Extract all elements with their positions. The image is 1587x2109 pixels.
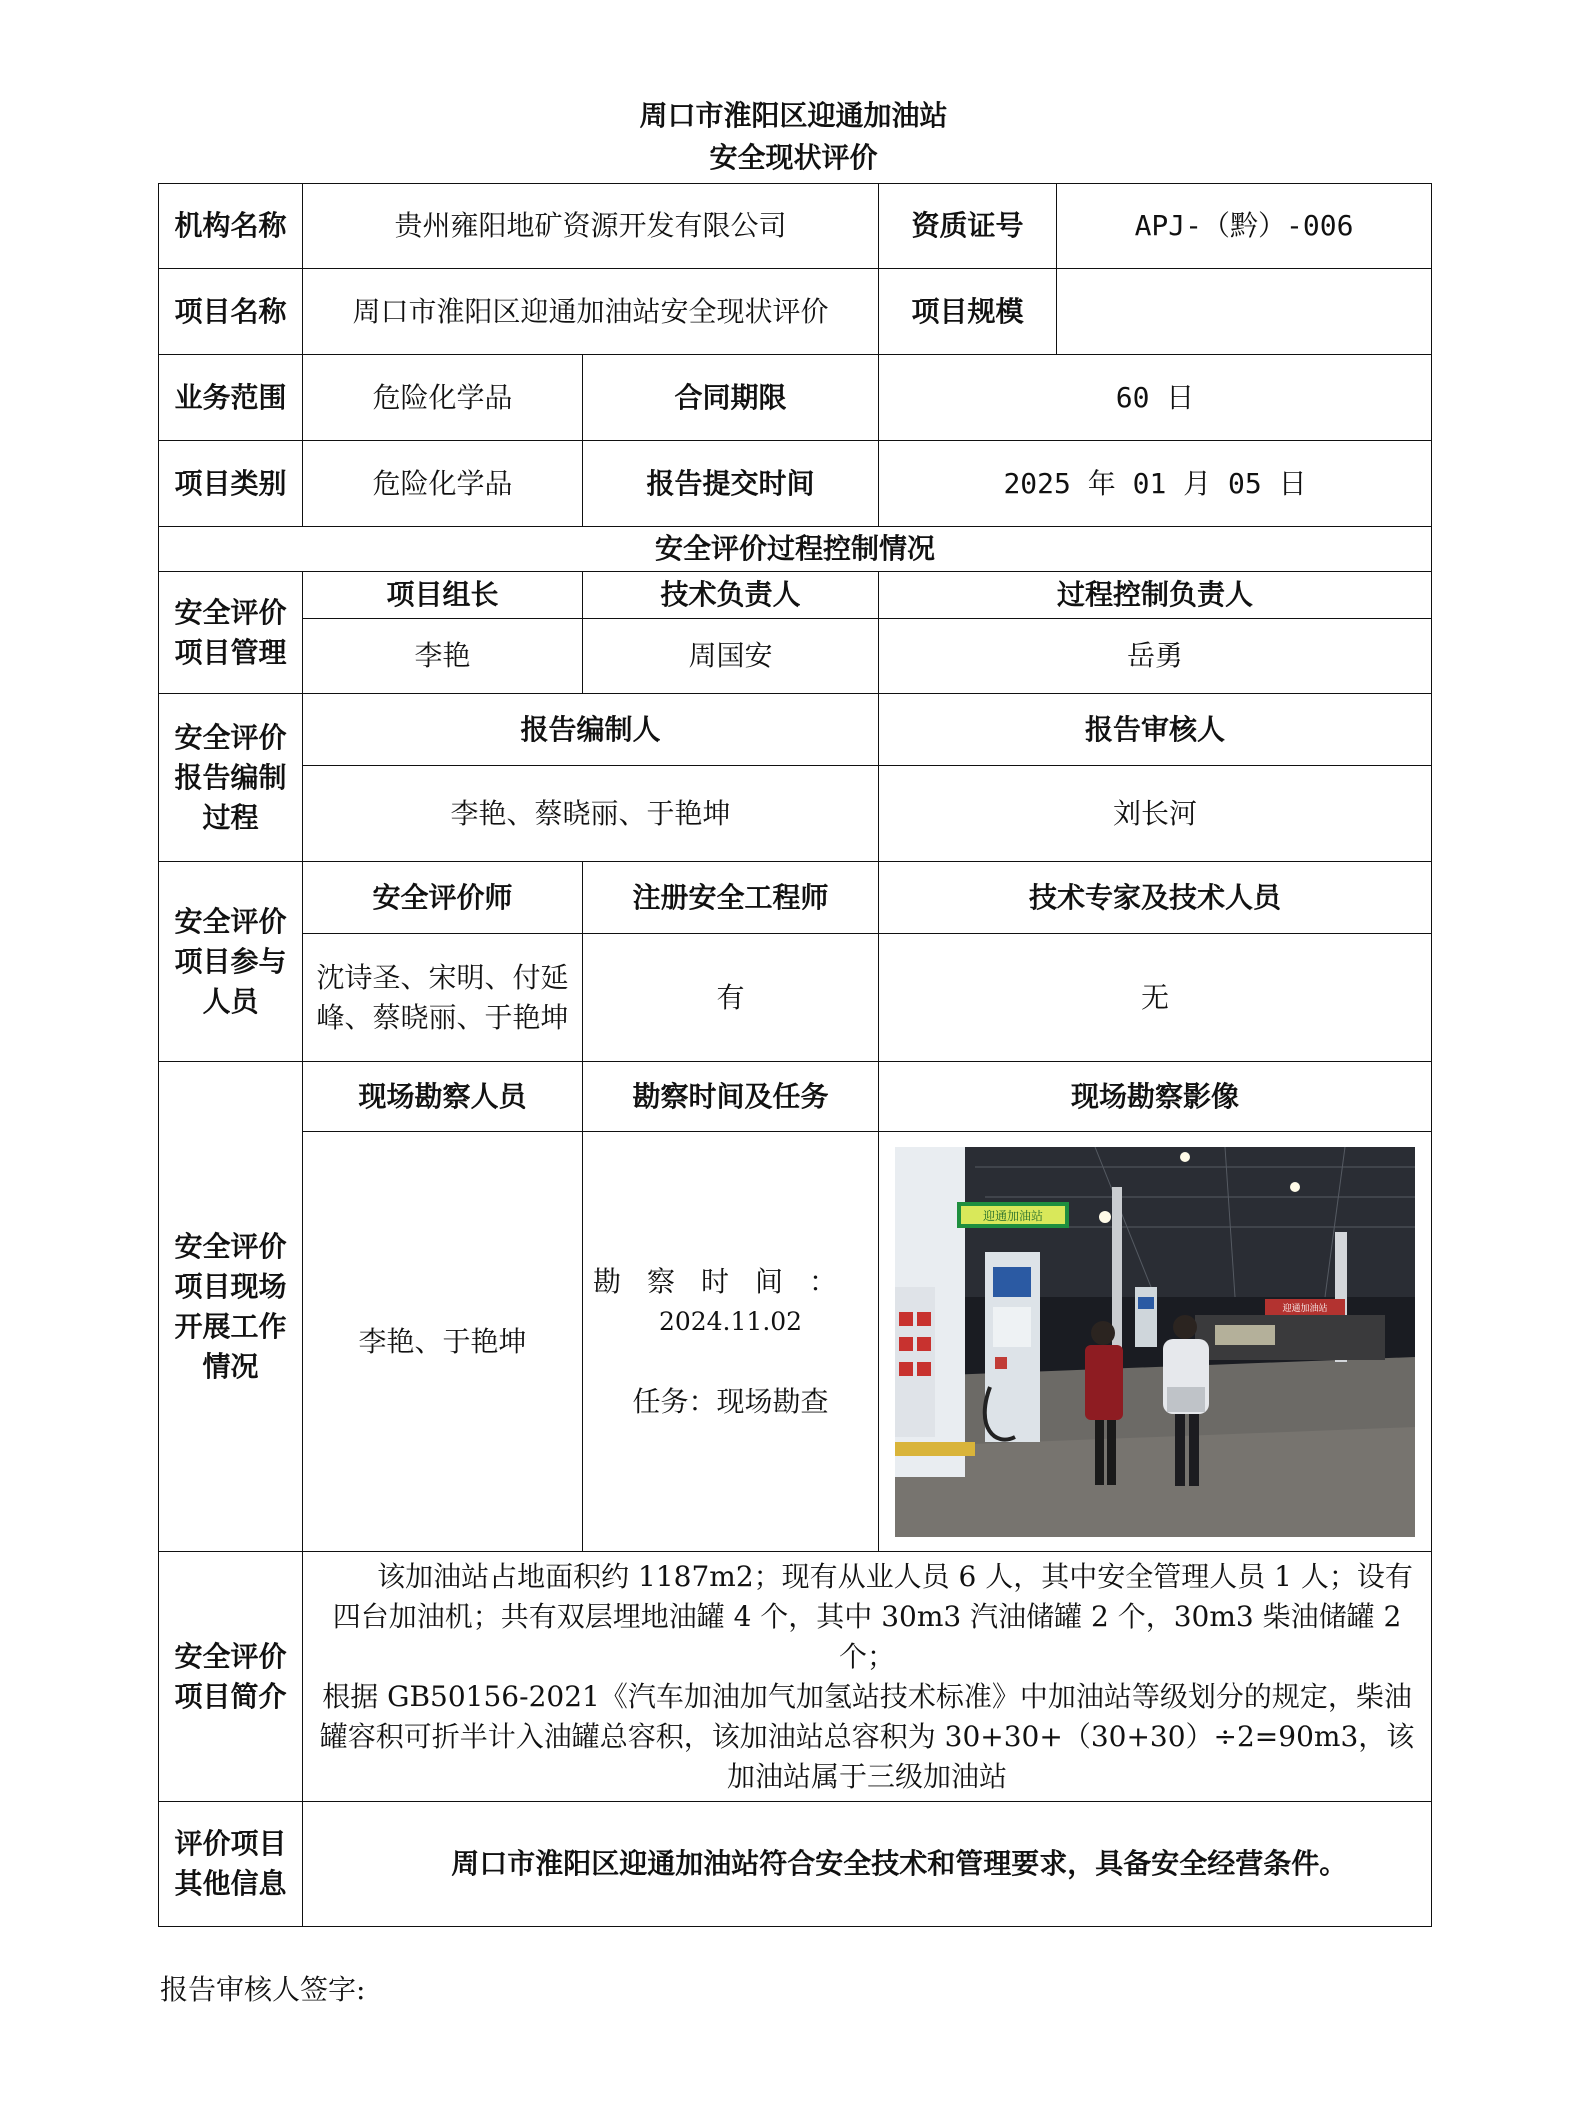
right-sign-text: 迎通加油站 bbox=[1282, 1303, 1328, 1314]
document-subtitle: 安全现状评价 bbox=[709, 141, 878, 174]
survey-header-row bbox=[159, 1062, 1432, 1132]
intro-label: 安全评价项目简介 bbox=[159, 1552, 303, 1802]
evaluator-header: 安全评价师 bbox=[303, 862, 583, 934]
tech-lead-header: 技术负责人 bbox=[583, 572, 879, 619]
intro-paragraph-1: 该加油站占地面积约 1187m2；现有从业人员 6 人，其中安全管理人员 1 人；设有四台加油机；共有双层埋地油罐 4 个，其中 30m3 汽油储罐 2 个，30m3 柴油储罐 2 个； bbox=[332, 1559, 1413, 1673]
reviewer-value: 刘长河 bbox=[879, 766, 1432, 862]
mgmt-header-row bbox=[159, 572, 1432, 619]
compile-value-row bbox=[159, 766, 1432, 862]
participants-value-row bbox=[159, 934, 1432, 1062]
survey-task: 任务：现场勘查 bbox=[632, 1384, 829, 1418]
other-value: 周口市淮阳区迎通加油站符合安全技术和管理要求，具备安全经营条件。 bbox=[303, 1802, 1432, 1927]
submit-time-value: 2025 年 01 月 05 日 bbox=[879, 441, 1432, 527]
document-title: 周口市淮阳区迎通加油站 bbox=[639, 99, 948, 132]
experts-value: 无 bbox=[879, 934, 1432, 1062]
contract-term-label: 合同期限 bbox=[583, 355, 879, 441]
survey-label: 安全评价项目现场开展工作情况 bbox=[159, 1062, 303, 1552]
other-row bbox=[159, 1802, 1432, 1927]
survey-value-row bbox=[159, 1132, 1432, 1552]
signature-label: 报告审核人签字: bbox=[160, 1973, 366, 2006]
org-label: 机构名称 bbox=[159, 184, 303, 269]
site-survey-photo bbox=[895, 1147, 1415, 1537]
project-name-row bbox=[159, 269, 1432, 355]
compilers-value: 李艳、蔡晓丽、于艳坤 bbox=[303, 766, 879, 862]
survey-time-header: 勘察时间及任务 bbox=[583, 1062, 879, 1132]
project-scale-label: 项目规模 bbox=[879, 269, 1057, 355]
tech-lead-value: 周国安 bbox=[583, 619, 879, 694]
cert-label: 资质证号 bbox=[879, 184, 1057, 269]
project-type-row bbox=[159, 441, 1432, 527]
survey-time-task bbox=[583, 1132, 879, 1552]
reviewer-header: 报告审核人 bbox=[879, 694, 1432, 766]
cert-value: APJ-（黔）-006 bbox=[1057, 184, 1432, 269]
process-lead-value: 岳勇 bbox=[879, 619, 1432, 694]
intro-row bbox=[159, 1552, 1432, 1802]
other-label: 评价项目其他信息 bbox=[159, 1802, 303, 1927]
intro-paragraph-2: 根据 GB50156-2021《汽车加油加气加氢站技术标准》中加油站等级划分的规定，柴油罐容积可折半计入油罐总容积，该加油站总容积为 30+30+（30+30）÷2=90m3，该加油站属于三级加油站 bbox=[319, 1679, 1415, 1793]
survey-time-value: 2024.11.02 bbox=[658, 1306, 803, 1336]
project-name-value: 周口市淮阳区迎通加油站安全现状评价 bbox=[303, 269, 879, 355]
process-section-title: 安全评价过程控制情况 bbox=[159, 527, 1432, 572]
compile-label: 安全评价报告编制过程 bbox=[159, 694, 303, 862]
leader-header: 项目组长 bbox=[303, 572, 583, 619]
business-scope-label: 业务范围 bbox=[159, 355, 303, 441]
evaluation-table bbox=[158, 183, 1432, 1927]
process-section-row bbox=[159, 527, 1432, 572]
engineer-header: 注册安全工程师 bbox=[583, 862, 879, 934]
mgmt-value-row bbox=[159, 619, 1432, 694]
surveyor-header: 现场勘察人员 bbox=[303, 1062, 583, 1132]
project-name-label: 项目名称 bbox=[159, 269, 303, 355]
survey-time-label bbox=[593, 1262, 868, 1302]
project-type-value: 危险化学品 bbox=[303, 441, 583, 527]
process-lead-header: 过程控制负责人 bbox=[879, 572, 1432, 619]
participants-label: 安全评价项目参与人员 bbox=[159, 862, 303, 1062]
submit-time-label: 报告提交时间 bbox=[583, 441, 879, 527]
survey-photo-cell bbox=[879, 1132, 1432, 1552]
survey-image-header: 现场勘察影像 bbox=[879, 1062, 1432, 1132]
compiler-header: 报告编制人 bbox=[303, 694, 879, 766]
expert-header: 技术专家及技术人员 bbox=[879, 862, 1432, 934]
compile-header-row bbox=[159, 694, 1432, 766]
contract-term-value: 60 日 bbox=[879, 355, 1432, 441]
org-row bbox=[159, 184, 1432, 269]
participants-header-row bbox=[159, 862, 1432, 934]
business-scope-row bbox=[159, 355, 1432, 441]
mgmt-label: 安全评价项目管理 bbox=[159, 572, 303, 694]
project-scale-value bbox=[1057, 269, 1432, 355]
intro-content bbox=[303, 1552, 1432, 1802]
engineer-value: 有 bbox=[583, 934, 879, 1062]
surveyors-value: 李艳、于艳坤 bbox=[303, 1132, 583, 1552]
canopy-sign-text: 迎通加油站 bbox=[983, 1208, 1044, 1223]
business-scope-value: 危险化学品 bbox=[303, 355, 583, 441]
project-type-label: 项目类别 bbox=[159, 441, 303, 527]
org-value: 贵州雍阳地矿资源开发有限公司 bbox=[303, 184, 879, 269]
evaluators-value: 沈诗圣、宋明、付延峰、蔡晓丽、于艳坤 bbox=[303, 934, 583, 1062]
survey-time-label-text: 勘察时间： bbox=[593, 1264, 864, 1298]
leader-value: 李艳 bbox=[303, 619, 583, 694]
